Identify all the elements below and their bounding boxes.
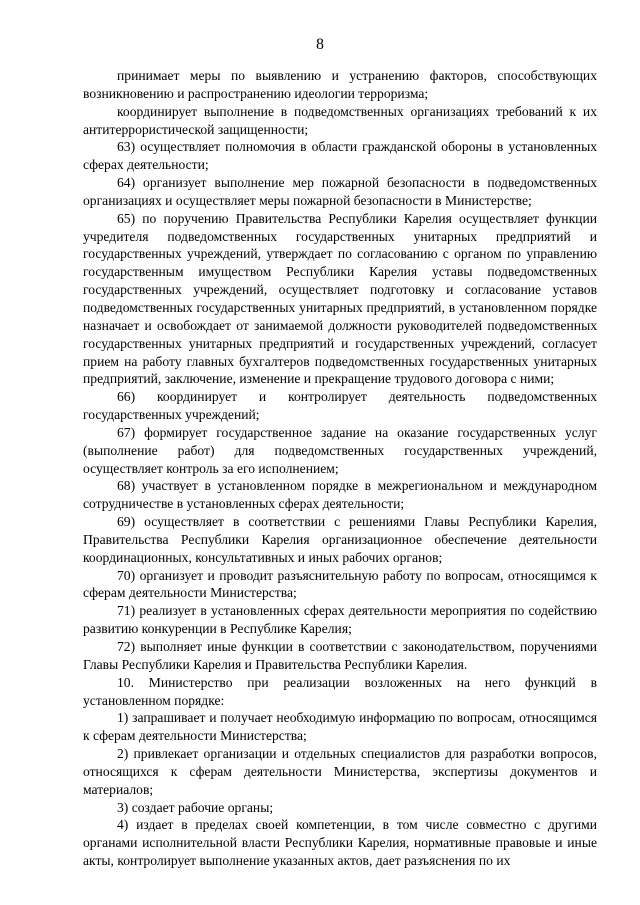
paragraph-antiterror-coordination: координирует выполнение в подведомственных организациях требований к их антитеррористической защищенности; [83,103,597,137]
paragraph-section-10: 10. Министерство при реализации возложенных на него функций в установленном порядке: [83,674,597,708]
paragraph-64: 64) организует выполнение мер пожарной безопасности в подведомственных организациях и осуществляет меры пожарной безопасности в Министерстве; [83,175,597,208]
paragraph-65: 65) по поручению Правительства Республики Карелия осуществляет функции учредителя подведомственных государственных унитарных предприятий и государственных учреждений, утверждает по согласованию с органом по управлению государственным имуществом Республики Карелия уставы подведомственных государственных учреждений, осуществляет подготовку и согласование уставов подведомственных государственных унитарных предприятий, в установленном порядке назначает и освобождает от занимаемой должности руководителей подведомственных государственных унитарных предприятий и государственных учреждений, согласует прием на работу главных бухгалтеров подведомственных государственных унитарных предприятий, заключение, изменение и прекращение трудового договора с ними; [83,210,597,387]
paragraph-63: 63) осуществляет полномочия в области гражданской обороны в установленных сферах деятельности; [83,139,597,173]
paragraph-66: 66) координирует и контролирует деятельность подведомственных государственных учреждений; [83,389,597,423]
paragraph-70: 70) организует и проводит разъяснительную работу по вопросам, относящимся к сферам деятельности Министерства; [83,567,597,601]
document-body [83,67,597,870]
page-number: 8 [316,36,324,53]
paragraph-72: 72) выполняет иные функции в соответствии с законодательством, поручениями Главы Республики Карелия и Правительства Республики Карелия. [83,639,597,672]
paragraph-68: 68) участвует в установленном порядке в межрегиональном и международном сотрудничестве в установленных сферах деятельности; [83,478,597,512]
paragraph-10-2: 2) привлекает организации и отдельных специалистов для разработки вопросов, относящихся к сферам деятельности Министерства, экспертизы документов и материалов; [83,746,597,797]
paragraph-10-3: 3) создает рабочие органы; [117,799,274,815]
paragraph-67: 67) формирует государственное задание на оказание государственных услуг (выполнение работ) для подведомственных государственных учреждений, осуществляет контроль за его исполнением; [83,424,597,476]
paragraph-71: 71) реализует в установленных сферах деятельности мероприятия по содействию развитию конкуренции в Республике Карелия; [83,603,597,637]
paragraph-10-1: 1) запрашивает и получает необходимую информацию по вопросам, относящимся к сферам деятельности Министерства; [83,710,597,744]
paragraph-69: 69) осуществляет в соответствии с решениями Главы Республики Карелия, Правительства Республики Карелия организационное обеспечение деятельности координационных, консультативных и иных рабочих органов; [83,514,597,565]
paragraph-terrorism-measures: принимает меры по выявлению и устранению факторов, способствующих возникновению и распространению идеологии терроризма; [83,68,597,101]
paragraph-10-4: 4) издает в пределах своей компетенции, в том числе совместно с другими органами исполнительной власти Республики Карелия, нормативные правовые и иные акты, контролирует выполнение указанных актов, дает разъяснения по их [83,817,597,869]
